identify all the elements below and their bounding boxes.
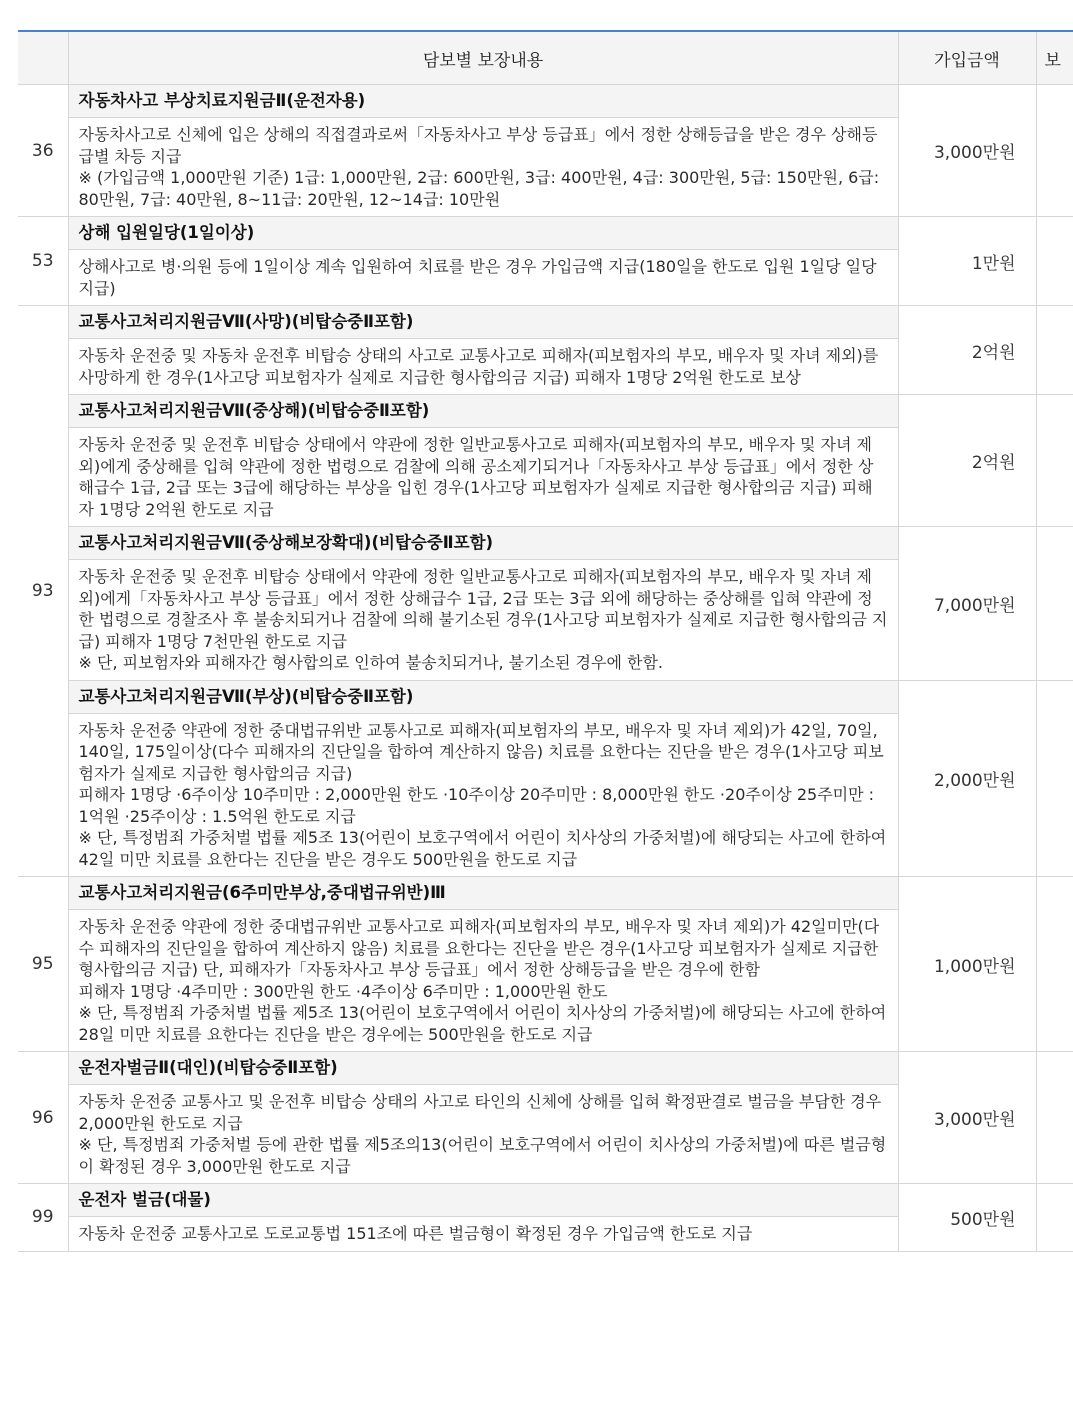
coverage-cell	[68, 395, 898, 527]
description-line: 자동차 운전중 및 운전후 비탑승 상태에서 약관에 정한 일반교통사고로 피해자(피보험자의 부모, 배우자 및 자녀 제외)에게「자동차사고 부상 등급표」에서 정한 상해급수 1급, 2급 또는 3급 외에 해당하는 중상해를 입혀 약관에 정한 법령으로 경찰조사 후 불송치되거나 검찰에 의해 불기소된 경우(1사고당 피보험자가 실제로 지급한 형사합의금 지급) 피해자 1명당 7천만원 한도로 지급	[78, 567, 888, 651]
coverage-table	[18, 30, 1073, 1252]
description-line: 자동차 운전중 약관에 정한 중대법규위반 교통사고로 피해자(피보험자의 부모, 배우자 및 자녀 제외)가 42일, 70일, 140일, 175일이상(다수 피해자의 진단일을 합하여 계산하지 않음) 치료를 요한다는 진단을 받은 경우(1사고당 피보험자가 실제로 지급한 형사합의금 지급)	[78, 720, 884, 783]
coverage-cell	[68, 527, 898, 681]
coverage-title: 교통사고처리지원금Ⅶ(중상해보장확대)(비탑승중Ⅱ포함)	[69, 527, 898, 560]
header-amount: 가입금액	[898, 31, 1036, 85]
description-line: ※ 단, 특정범죄 가중처벌 법률 제5조 13(어린이 보호구역에서 어린이 치사상의 가중처벌)에 해당되는 사고에 한하여 42일 미만 치료를 요한다는 진단을 받은 경우도 500만원을 한도로 지급	[78, 828, 887, 869]
table-row	[18, 1184, 1073, 1252]
coverage-description	[69, 428, 898, 526]
description-line: ※ 단, 특정범죄 가중처벌 등에 관한 법률 제5조의13(어린이 보호구역에서 어린이 치사상의 가중처벌)에 따른 벌금형이 확정된 경우 3,000만원 한도로 지급	[78, 1135, 887, 1176]
table-row	[18, 217, 1073, 306]
row-number: 36	[18, 85, 68, 217]
amount-cell: 500만원	[898, 1184, 1036, 1252]
coverage-cell	[68, 680, 898, 877]
coverage-title: 교통사고처리지원금Ⅶ(사망)(비탑승중Ⅱ포함)	[69, 306, 898, 339]
description-line: 자동차 운전중 및 자동차 운전후 비탑승 상태의 사고로 교통사고로 피해자(피보험자의 부모, 배우자 및 자녀 제외)를 사망하게 한 경우(1사고당 피보험자가 실제로 지급한 형사합의금 지급) 피해자 1명당 2억원 한도로 보상	[78, 346, 879, 387]
coverage-description	[69, 339, 898, 394]
amount-cell: 2억원	[898, 306, 1036, 395]
row-number: 99	[18, 1184, 68, 1252]
description-line: 자동차 운전중 및 운전후 비탑승 상태에서 약관에 정한 일반교통사고로 피해자(피보험자의 부모, 배우자 및 자녀 제외)에게 중상해를 입혀 약관에 정한 법령으로 검찰에 의해 공소제기되거나「자동차사고 부상 등급표」에서 정한 상해급수 1급, 2급 또는 3급에 해당하는 부상을 입힌 경우(1사고당 피보험자가 실제로 지급한 형사합의금 지급) 피해자 1명당 2억원 한도로 지급	[78, 435, 874, 519]
description-line: 자동차 운전중 약관에 정한 중대법규위반 교통사고로 피해자(피보험자의 부모, 배우자 및 자녀 제외)가 42일미만(다수 피해자의 진단일을 합하여 계산하지 않음) 치료를 요한다는 진단을 받은 경우(1사고당 피보험자가 실제로 지급한 형사합의금 지급) 단, 피해자가「자동차사고 부상 등급표」에서 정한 상해등급을 받은 경우에 한함	[78, 917, 880, 979]
coverage-title: 교통사고처리지원금(6주미만부상,중대법규위반)Ⅲ	[69, 877, 898, 910]
coverage-description	[69, 118, 898, 216]
description-line: ※ 단, 특정범죄 가중처벌 법률 제5조 13(어린이 보호구역에서 어린이 치사상의 가중처벌)에 해당되는 사고에 한하여 28일 미만 치료를 요한다는 진단을 받은 경우에는 500만원을 한도로 지급	[78, 1003, 887, 1044]
description-line: 자동차 운전중 교통사고 및 운전후 비탑승 상태의 사고로 타인의 신체에 상해를 입혀 확정판결로 벌금을 부담한 경우 2,000만원 한도로 지급	[78, 1092, 882, 1133]
row-number: 53	[18, 217, 68, 306]
table-row	[18, 395, 1073, 527]
description-line: ※ 단, 피보험자와 피해자간 형사합의로 인하여 불송치되거나, 불기소된 경우에 한함.	[78, 653, 663, 672]
coverage-description	[69, 560, 898, 680]
amount-cell: 7,000만원	[898, 527, 1036, 681]
table-row	[18, 85, 1073, 217]
amount-cell: 3,000만원	[898, 85, 1036, 217]
description-line: 피해자 1명당 ·4주미만 : 300만원 한도 ·4주이상 6주미만 : 1,000만원 한도	[78, 981, 608, 1001]
coverage-cell	[68, 85, 898, 217]
coverage-table-container	[18, 30, 1061, 1252]
table-row	[18, 680, 1073, 877]
row-number: 93	[18, 306, 68, 877]
coverage-title: 상해 입원일당(1일이상)	[69, 217, 898, 250]
coverage-description	[69, 1085, 898, 1183]
amount-cell: 2억원	[898, 395, 1036, 527]
coverage-description	[69, 714, 898, 877]
coverage-description	[69, 910, 898, 1051]
extra-cell	[1036, 680, 1073, 877]
table-row	[18, 527, 1073, 681]
amount-cell: 2,000만원	[898, 680, 1036, 877]
table-row	[18, 306, 1073, 395]
row-number: 95	[18, 877, 68, 1052]
extra-cell	[1036, 1052, 1073, 1184]
header-no	[18, 31, 68, 85]
coverage-title: 교통사고처리지원금Ⅶ(부상)(비탑승중Ⅱ포함)	[69, 681, 898, 714]
table-row	[18, 1052, 1073, 1184]
description-line: 자동차사고로 신체에 입은 상해의 직접결과로써「자동차사고 부상 등급표」에서 정한 상해등급을 받은 경우 상해등급별 차등 지급	[78, 125, 878, 166]
coverage-cell	[68, 217, 898, 306]
coverage-cell	[68, 1184, 898, 1252]
extra-cell	[1036, 527, 1073, 681]
coverage-cell	[68, 306, 898, 395]
coverage-cell	[68, 1052, 898, 1184]
extra-cell	[1036, 395, 1073, 527]
extra-cell	[1036, 877, 1073, 1052]
table-header-row	[18, 31, 1073, 85]
coverage-description	[69, 1217, 898, 1251]
amount-cell: 1만원	[898, 217, 1036, 306]
coverage-title: 운전자 벌금(대물)	[69, 1184, 898, 1217]
description-line: 자동차 운전중 교통사고로 도로교통법 151조에 따른 벌금형이 확정된 경우 가입금액 한도로 지급	[78, 1224, 753, 1243]
coverage-description	[69, 250, 898, 305]
coverage-title: 운전자벌금Ⅱ(대인)(비탑승중Ⅱ포함)	[69, 1052, 898, 1085]
description-line: 상해사고로 병·의원 등에 1일이상 계속 입원하여 치료를 받은 경우 가입금액 지급(180일을 한도로 입원 1일당 일당지급)	[78, 257, 877, 298]
header-extra: 보	[1036, 31, 1073, 85]
extra-cell	[1036, 85, 1073, 217]
amount-cell: 3,000만원	[898, 1052, 1036, 1184]
amount-cell: 1,000만원	[898, 877, 1036, 1052]
extra-cell	[1036, 217, 1073, 306]
row-number: 96	[18, 1052, 68, 1184]
extra-cell	[1036, 1184, 1073, 1252]
header-coverage: 담보별 보장내용	[68, 31, 898, 85]
extra-cell	[1036, 306, 1073, 395]
coverage-title: 자동차사고 부상치료지원금Ⅱ(운전자용)	[69, 85, 898, 118]
coverage-cell	[68, 877, 898, 1052]
description-line: 피해자 1명당 ·6주이상 10주미만 : 2,000만원 한도 ·10주이상 20주미만 : 8,000만원 한도 ·20주이상 25주미만 : 1억원 ·25주이상 : 1.5억원 한도로 지급	[78, 785, 875, 826]
description-line: ※ (가입금액 1,000만원 기준) 1급: 1,000만원, 2급: 600만원, 3급: 400만원, 4급: 300만원, 5급: 150만원, 6급: 80만원, 7급: 40만원, 8~11급: 20만원, 12~14급: 10만원	[78, 168, 880, 209]
table-body	[18, 85, 1073, 1252]
table-row	[18, 877, 1073, 1052]
coverage-title: 교통사고처리지원금Ⅶ(중상해)(비탑승중Ⅱ포함)	[69, 395, 898, 428]
